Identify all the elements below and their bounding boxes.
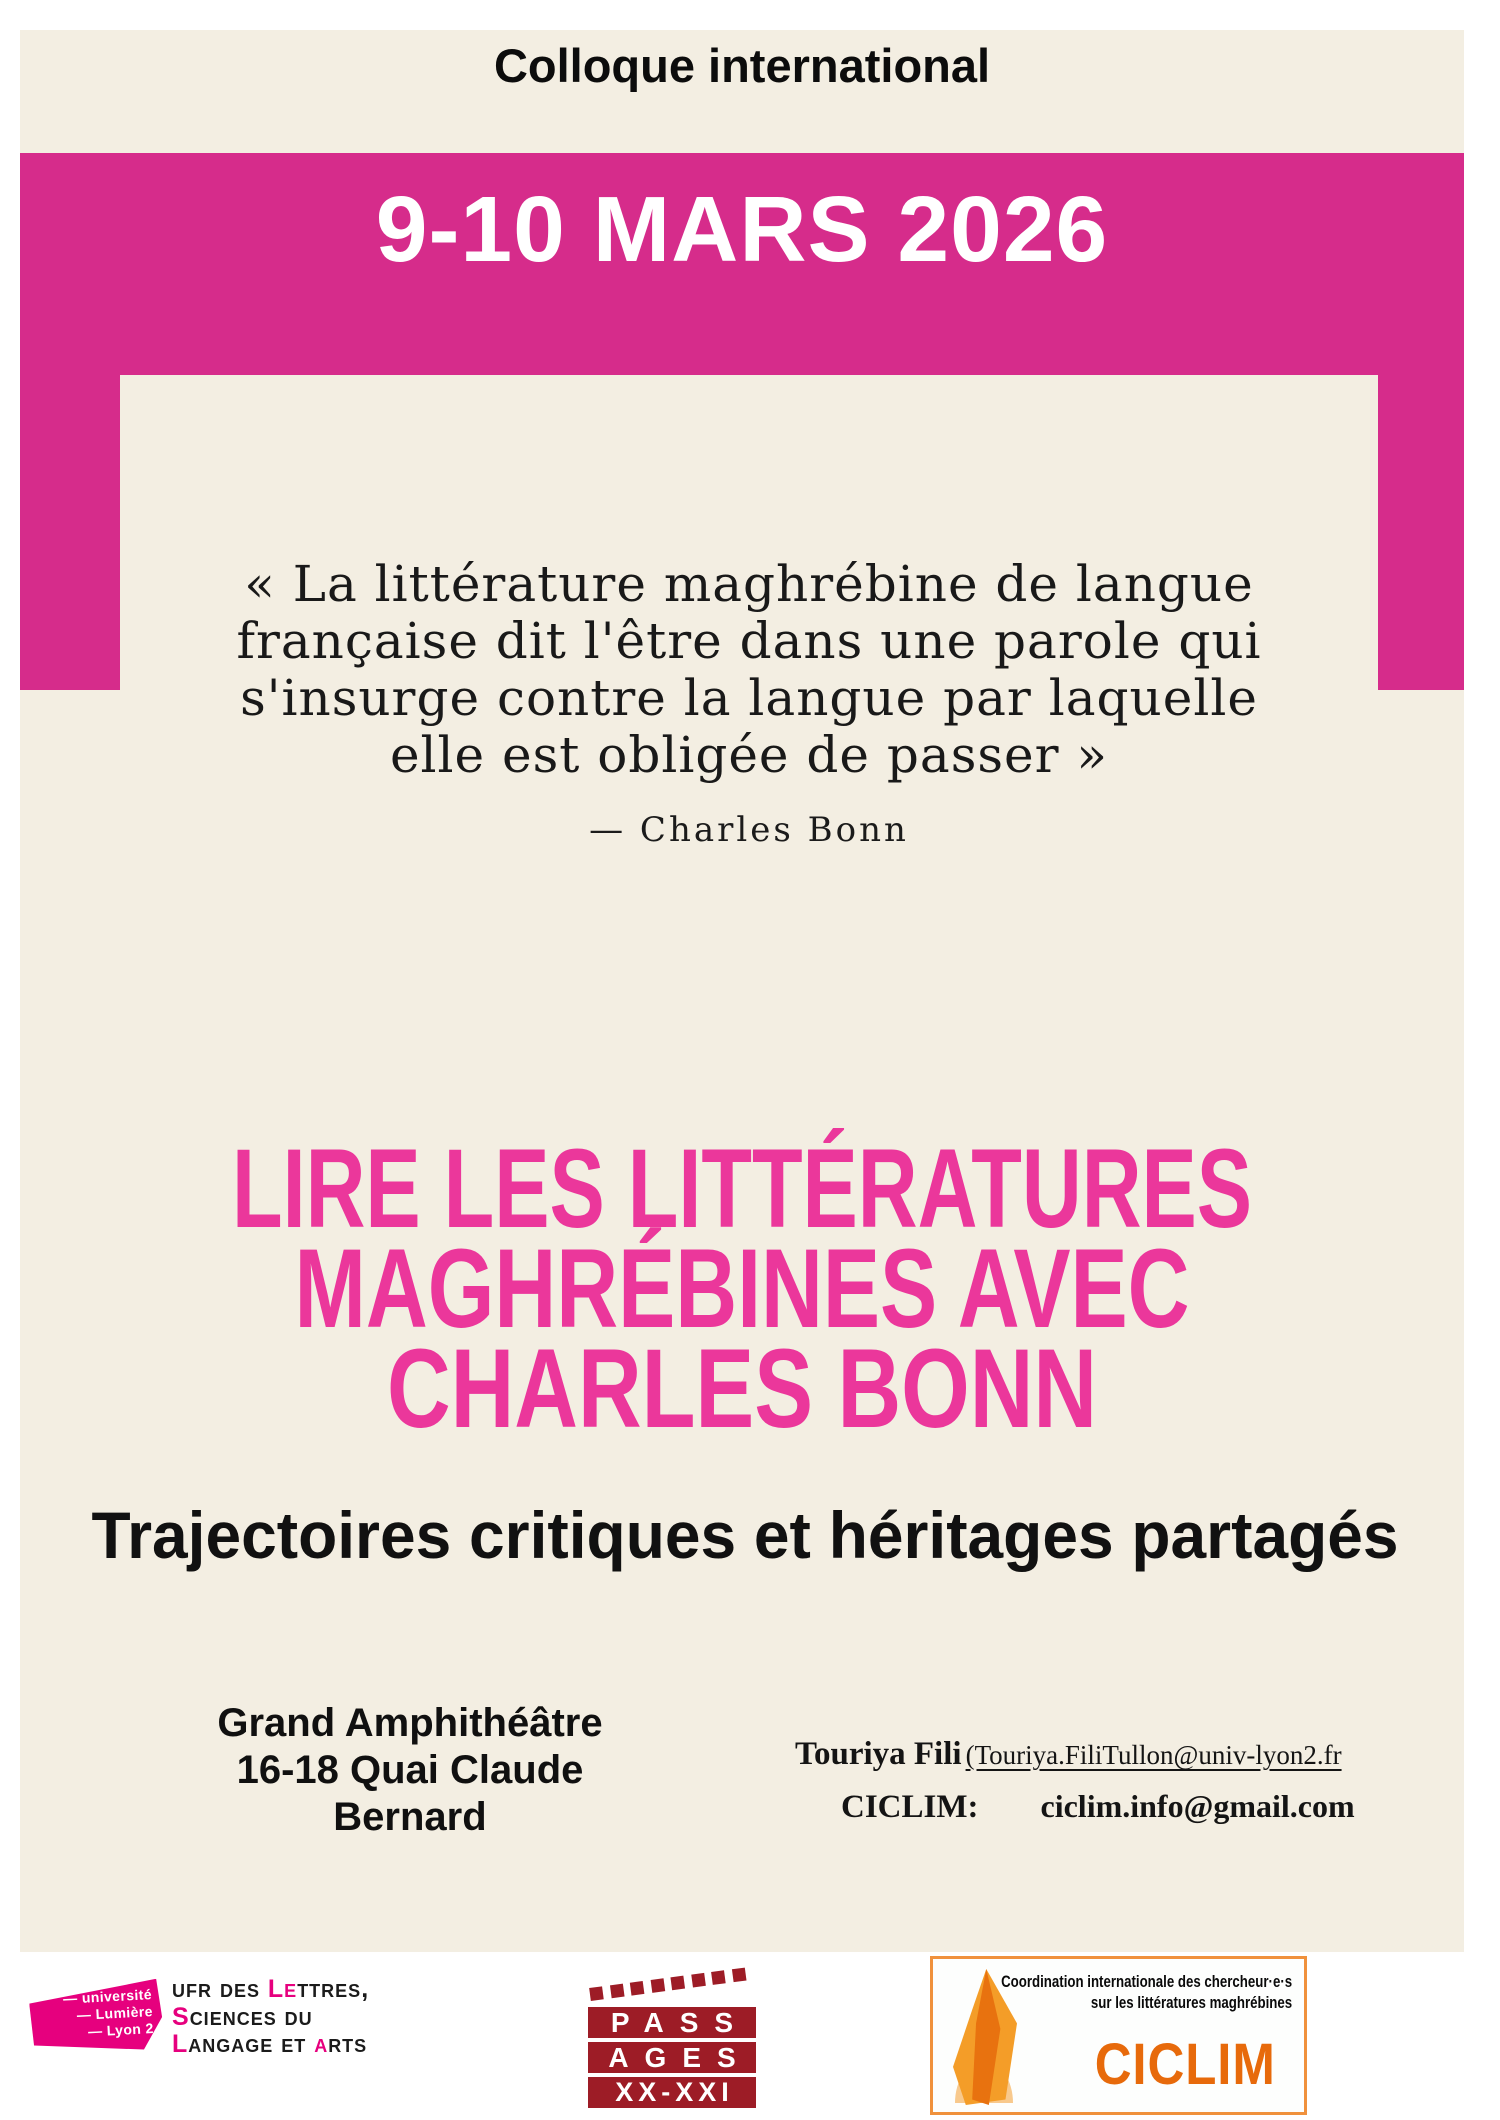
ufr-line-2: Sciences du [172,2002,313,2031]
contact-line-1 [795,1736,1395,1773]
passages-bar-3: XX-XXI [588,2077,756,2108]
ciclim-logo [930,1956,1307,2115]
main-title [0,1128,1500,1458]
ufr-line-3: Langage et arts [172,2030,368,2058]
lyon2-line: — Lyon 2 [87,2020,155,2040]
main-title-line-1: LIRE LES LITTÉRATURES [232,1128,1252,1251]
quote-line: « La littérature maghrébine de langue [244,555,1254,613]
contact-email-link[interactable]: (Touriya.FiliTullon@univ-lyon2.fr [965,1740,1342,1770]
quote-line: s'insurge contre la langue par laquelle [240,669,1258,727]
lyon2-logo-text [63,1986,154,2042]
venue-block [160,1700,660,1841]
quote-line: française dit l'être dans une parole qui [236,612,1262,670]
passages-clapper-squares-icon [589,1968,746,2001]
ufr-wordmark [172,1976,369,2059]
quote-line: elle est obligée de passer » [389,726,1109,784]
venue-name: Grand Amphithéâtre [217,1701,603,1745]
contact-block [795,1736,1395,1826]
passages-logo [586,1960,761,2110]
lyon2-line: — université [62,1986,153,2007]
ciclim-desc-line-1: Coordination internationale des chercheur·e·s [1000,1972,1292,1991]
date-banner: 9-10 MARS 2026 [375,177,1109,281]
passages-bar-2: AGES [588,2042,756,2073]
contact-line-2 [795,1788,1395,1826]
contact-org-email: ciclim.info@gmail.com [1040,1788,1355,1824]
subtitle-text: Trajectoires critiques et héritages partagés [91,1498,1399,1572]
subtitle [0,1490,1500,1580]
ciclim-desc-line-2: sur les littératures maghrébines [1090,1993,1292,2012]
ufr-line-1: ufr des Lettres, [172,1975,370,2003]
ciclim-wordmark: CICLIM [1094,2032,1276,2097]
passages-bar-1: PASS [588,2007,756,2038]
kicker-text: Colloque international [493,39,991,92]
contact-org-label: CICLIM: [841,1789,979,1825]
quote-text [120,556,1378,784]
quote-attribution: — Charles Bonn [589,810,909,850]
main-title-line-3: CHARLES BONN [387,1326,1097,1451]
venue-address: 16-18 Quai Claude Bernard [236,1748,584,1839]
universite-lyon2-logo [28,1979,163,2056]
passages-bars [588,2007,756,2112]
lyon2-line: — Lumière [76,2003,154,2023]
contact-name: Touriya Fili [795,1736,962,1772]
main-title-line-2: MAGHRÉBINES AVEC [294,1226,1190,1351]
ciclim-description [919,1971,1292,2013]
